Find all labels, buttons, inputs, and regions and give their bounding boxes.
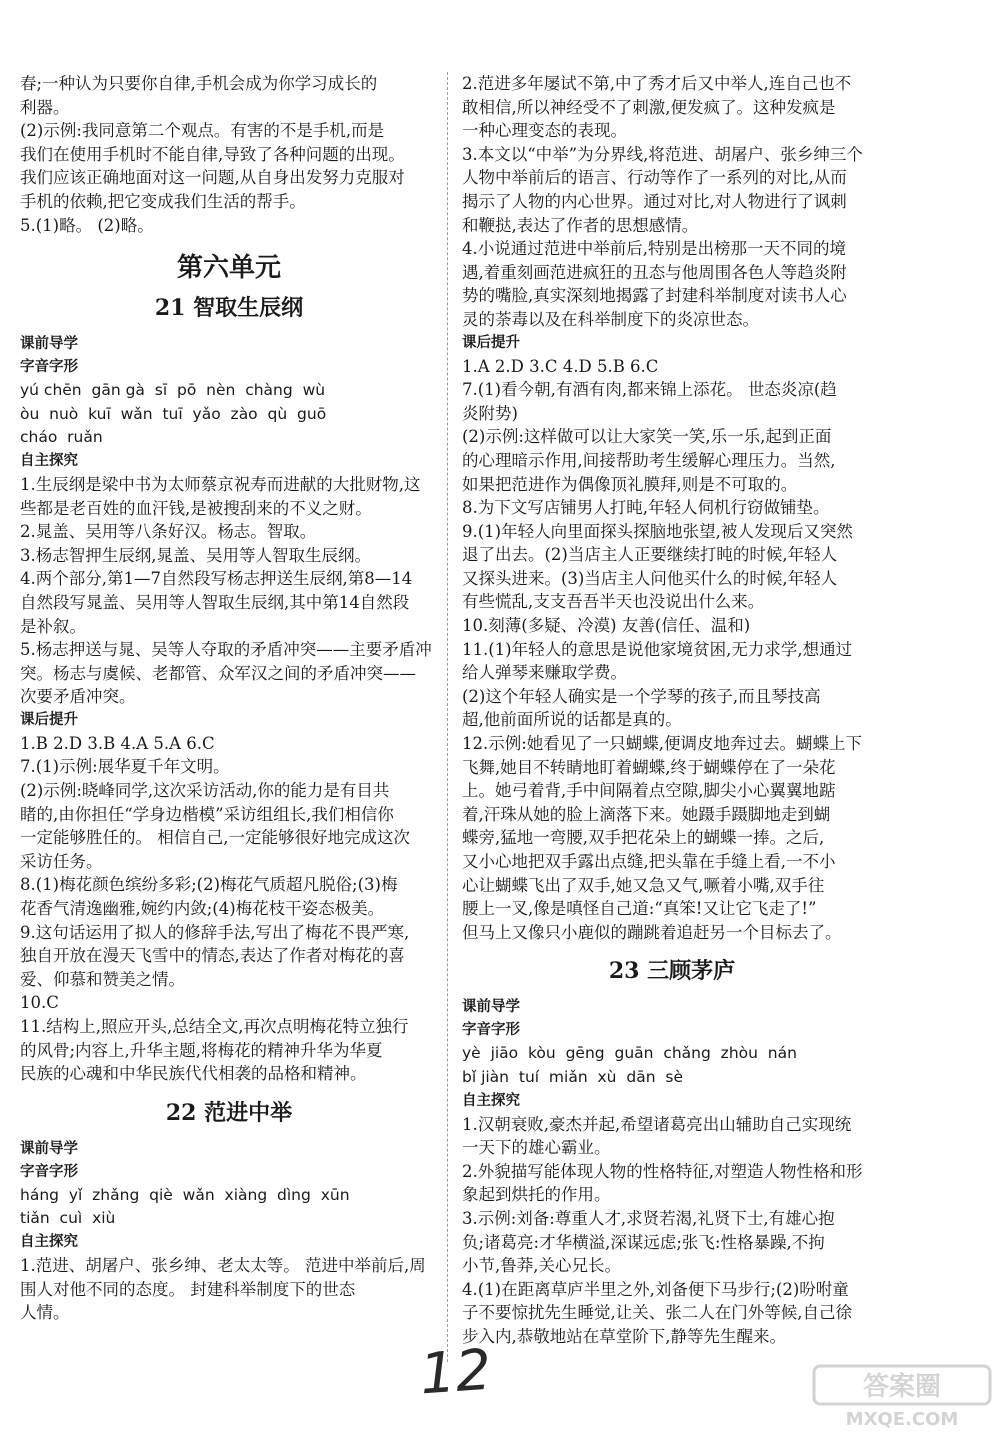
text-line: 围人对他不同的态度。 封建科举制度下的世态 (20, 1279, 356, 1299)
text-line: 给人弹琴来赚取学费。 (462, 663, 627, 683)
text-line: 我们在使用手机时不能自律,导致了各种问题的出现。 (20, 144, 405, 164)
text-line: (2)示例:这样做可以让大家笑一笑,乐一乐,起到正面 (462, 427, 832, 447)
text-line: 是补叙。 (20, 616, 86, 636)
text-line: 民族的心魂和中华民族代代相袭的品格和精神。 (20, 1064, 367, 1084)
text-line: 次要矛盾冲突。 (20, 687, 136, 707)
text-line: 又探头进来。(3)当店主人问他买什么的时候,年轻人 (462, 568, 838, 588)
text-line: 超,他前面所说的话都是真的。 (462, 710, 682, 730)
section-heading: 课前导学 (20, 1140, 78, 1157)
text-line: 负;诸葛亮:才华横溢,深谋远虑;张飞:性格暴躁,不拘 (462, 1232, 825, 1252)
text-line: 心让蝴蝶飞出了双手,她又急又气,噘着小嘴,双手往 (462, 875, 825, 895)
section-heading: 字音字形 (20, 1163, 78, 1180)
text-line: 象起到烘托的作用。 (462, 1185, 611, 1205)
text-line: (2)示例:晓峰同学,这次采访活动,你的能力是有目共 (20, 781, 390, 801)
text-line: 又小心地把双手露出点缝,把头靠在手缝上看,一不小 (462, 852, 836, 871)
text-line: 一定能够胜任的。 相信自己,一定能够很好地完成这次 (20, 828, 410, 848)
text-line: 突。杨志与虞候、老都管、众军汉之间的矛盾冲突—— (20, 663, 416, 683)
text-line: (2)这个年轻人确实是一个学琴的孩子,而且琴技高 (462, 686, 821, 706)
text-line: 9.这句话运用了拟人的修辞手法,写出了梅花不畏严寒, (20, 922, 410, 942)
text-line: 爱、仰慕和赞美之情。 (20, 969, 185, 989)
text-line: 1.A 2.D 3.C 4.D 5.B 6.C (462, 356, 659, 376)
text-line: 2.外貌描写能体现人物的性格特征,对塑造人物性格和形 (462, 1161, 863, 1181)
text-line: 1.B 2.D 3.B 4.A 5.A 6.C (20, 733, 215, 753)
text-line: 10.刻薄(多疑、冷漠) 友善(信任、温和) (462, 616, 751, 636)
text-line: 腰上一叉,像是嗔怪自己道:“真笨!又让它飞走了!” (462, 899, 817, 919)
text-line: 敢相信,所以神经受不了刺激,便发疯了。这种发疯是 (462, 97, 836, 117)
text-line: 10.C (20, 993, 59, 1013)
text-line: 4.(1)在距离草庐半里之外,刘备便下马步行;(2)吩咐童 (462, 1279, 849, 1299)
pinyin-line: òu nuò kuī wǎn tuī yǎo zào qù guō (20, 404, 327, 423)
text-line: 7.(1)看今朝,有酒有肉,都来锦上添花。 世态炎凉(趋 (462, 380, 837, 400)
unit-title: 第六单元 (176, 253, 281, 284)
lesson-title: 23 三顾茅庐 (608, 958, 736, 985)
section-heading: 自主探究 (20, 1233, 78, 1250)
text-line: 炎附势) (462, 403, 518, 423)
text-line: 小节,鲁莽,关心兄长。 (462, 1256, 621, 1276)
text-line: 8.(1)梅花颜色缤纷多彩;(2)梅花气质超凡脱俗;(3)梅 (20, 875, 398, 895)
text-line: 飞舞,她目不转睛地盯着蝴蝶,终于蝴蝶停在了一朵花 (462, 757, 836, 777)
text-line: 上。她弓着背,手中间隔着点空隙,脚尖小心翼翼地踮 (462, 781, 836, 801)
text-line: 2.范进多年屡试不第,中了秀才后又中举人,连自己也不 (462, 74, 852, 93)
section-heading: 自主探究 (462, 1092, 520, 1109)
text-line: 退了出去。(2)当店主人正要继续打盹的时候,年轻人 (462, 545, 838, 565)
text-line: 但马上又像只小鹿似的蹦跳着追赶另一个目标去了。 (462, 922, 842, 942)
section-heading: 课前导学 (462, 999, 520, 1016)
text-line: 我们应该正确地面对这一问题,从自身出发努力克服对 (20, 168, 405, 188)
text-line: 人物中举前后的语言、行动等作了一系列的对比,从而 (462, 168, 847, 188)
text-line: 11.结构上,照应开头,总结全文,再次点明梅花特立独行 (20, 1017, 409, 1036)
text-line: 一种心理变态的表现。 (462, 121, 627, 141)
text-line: (2)示例:我同意第二个观点。有害的不是手机,而是 (20, 121, 385, 141)
text-line: 3.示例:刘备:尊重人才,求贤若渴,礼贤下士,有雄心抱 (462, 1208, 835, 1228)
section-heading: 课后提升 (20, 711, 78, 728)
left-column (20, 72, 438, 1325)
text-line: 1.生辰纲是梁中书为太师蔡京祝寿而进献的大批财物,这 (20, 474, 421, 494)
text-line: 3.本文以“中举”为分界线,将范进、胡屠户、张乡绅三个 (462, 144, 863, 164)
text-line: 遇,着重刻画范进疯狂的丑态与他周围各色人等趋炎附 (462, 262, 847, 282)
text-line: 9.(1)年轻人向里面探头探脑地张望,被人发现后又突然 (462, 521, 853, 541)
text-line: 2.晁盖、吴用等八条好汉。杨志。智取。 (20, 522, 317, 542)
watermark-url: MXQE.COM (845, 1409, 959, 1430)
pinyin-line: yú chēn gān gà sī pō nèn chàng wù (20, 381, 326, 400)
text-line: 的心理暗示作用,间接帮助考生缓解心理压力。当然, (462, 450, 836, 470)
text-line: 人情。 (20, 1303, 70, 1323)
watermark (812, 1362, 992, 1430)
text-line: 4.两个部分,第1—7自然段写杨志押送生辰纲,第8—14 (20, 569, 413, 589)
text-line: 步入内,恭敬地站在草堂阶下,静等先生醒来。 (462, 1326, 786, 1346)
text-line: 12.示例:她看见了一只蝴蝶,便调皮地奔过去。蝴蝶上下 (462, 734, 863, 754)
text-line: 揭示了人物的内心世界。通过对比,对人物进行了讽刺 (462, 191, 847, 211)
text-line: 8.为下文写店铺男人打盹,年轻人伺机行窃做铺垫。 (462, 498, 830, 518)
watermark-logo: 答案圈 (862, 1372, 942, 1402)
pinyin-line: cháo ruǎn (20, 428, 103, 447)
section-heading: 自主探究 (20, 452, 78, 469)
text-line: 势的嘴脸,真实深刻地揭露了封建科举制度对读书人心 (462, 286, 847, 306)
text-line: 春;一种认为只要你自律,手机会成为你学习成长的 (20, 74, 378, 93)
text-line: 的风骨;内容上,升华主题,将梅花的精神升华为华夏 (20, 1040, 383, 1060)
text-line: 灵的荼毒以及在科举制度下的炎凉世态。 (462, 309, 759, 329)
text-line: 11.(1)年轻人的意思是说他家境贫困,无力求学,想通过 (462, 639, 853, 659)
pinyin-line: tiǎn cuì xiù (20, 1209, 116, 1228)
text-line: 自然段写晁盖、吴用等人智取生辰纲,其中第14自然段 (20, 592, 410, 612)
lesson-title: 22 范进中举 (165, 1099, 293, 1126)
text-line: 蝶旁,猛地一弯腰,双手把花朵上的蝴蝶一捧。之后, (462, 828, 825, 848)
section-heading: 字音字形 (462, 1022, 520, 1039)
column-divider (447, 72, 448, 1362)
text-line: 1.汉朝衰败,豪杰并起,希望诸葛亮出山辅助自己实现统 (462, 1114, 852, 1134)
text-line: 3.杨志智押生辰纲,晁盖、吴用等人智取生辰纲。 (20, 545, 371, 565)
text-line: 7.(1)示例:展华夏千年文明。 (20, 757, 230, 777)
text-line: 5.杨志押送与晁、吴等人夺取的矛盾冲突——主要矛盾冲 (20, 640, 432, 660)
text-line: 如果把范进作为偶像顶礼膜拜,则是不可取的。 (462, 474, 798, 494)
text-line: 5.(1)略。 (2)略。 (20, 215, 154, 235)
text-line: 和鞭挞,表达了作者的思想感情。 (462, 215, 699, 235)
text-line: 采访任务。 (20, 851, 103, 871)
section-heading: 课前导学 (20, 336, 78, 353)
lesson-title: 21 智取生辰纲 (154, 295, 304, 322)
text-line: 有些慌乱,支支吾吾半天也没说出什么来。 (462, 592, 765, 612)
text-line: 一天下的雄心霸业。 (462, 1138, 611, 1158)
section-heading: 字音字形 (20, 359, 78, 376)
page-number: 12 (417, 1337, 494, 1408)
text-line: 睹的,由你担任“学身边楷模”采访组组长,我们相信你 (20, 804, 394, 824)
text-line: 手机的依赖,把它变成我们生活的帮手。 (20, 191, 306, 211)
text-line: 4.小说通过范进中举前后,特别是出榜那一天不同的境 (462, 239, 846, 259)
text-line: 些都是老百姓的血汗钱,是被搜刮来的不义之财。 (20, 498, 372, 518)
text-line: 独自开放在漫天飞雪中的情态,表达了作者对梅花的喜 (20, 946, 405, 966)
pinyin-line: yè jiāo kòu gēng guān chǎng zhòu nán (462, 1044, 797, 1063)
pinyin-line: háng yǐ zhǎng qiè wǎn xiàng dìng xūn (20, 1185, 350, 1204)
text-line: 着,汗珠从她的脸上滴落下来。她蹑手蹑脚地走到蝴 (462, 804, 831, 824)
text-line: 1.范进、胡屠户、张乡绅、老太太等。 范进中举前后,周 (20, 1255, 426, 1275)
right-column (462, 72, 882, 1349)
section-heading: 课后提升 (462, 334, 520, 351)
pinyin-line: bǐ jiàn tuí miǎn xù dān sè (462, 1067, 683, 1086)
text-line: 花香气清逸幽雅,婉约内敛;(4)梅花枝干姿态极美。 (20, 899, 385, 919)
text-line: 利器。 (20, 97, 70, 117)
text-line: 子不要惊扰先生睡觉,让关、张二人在门外等候,自己徐 (462, 1303, 852, 1323)
